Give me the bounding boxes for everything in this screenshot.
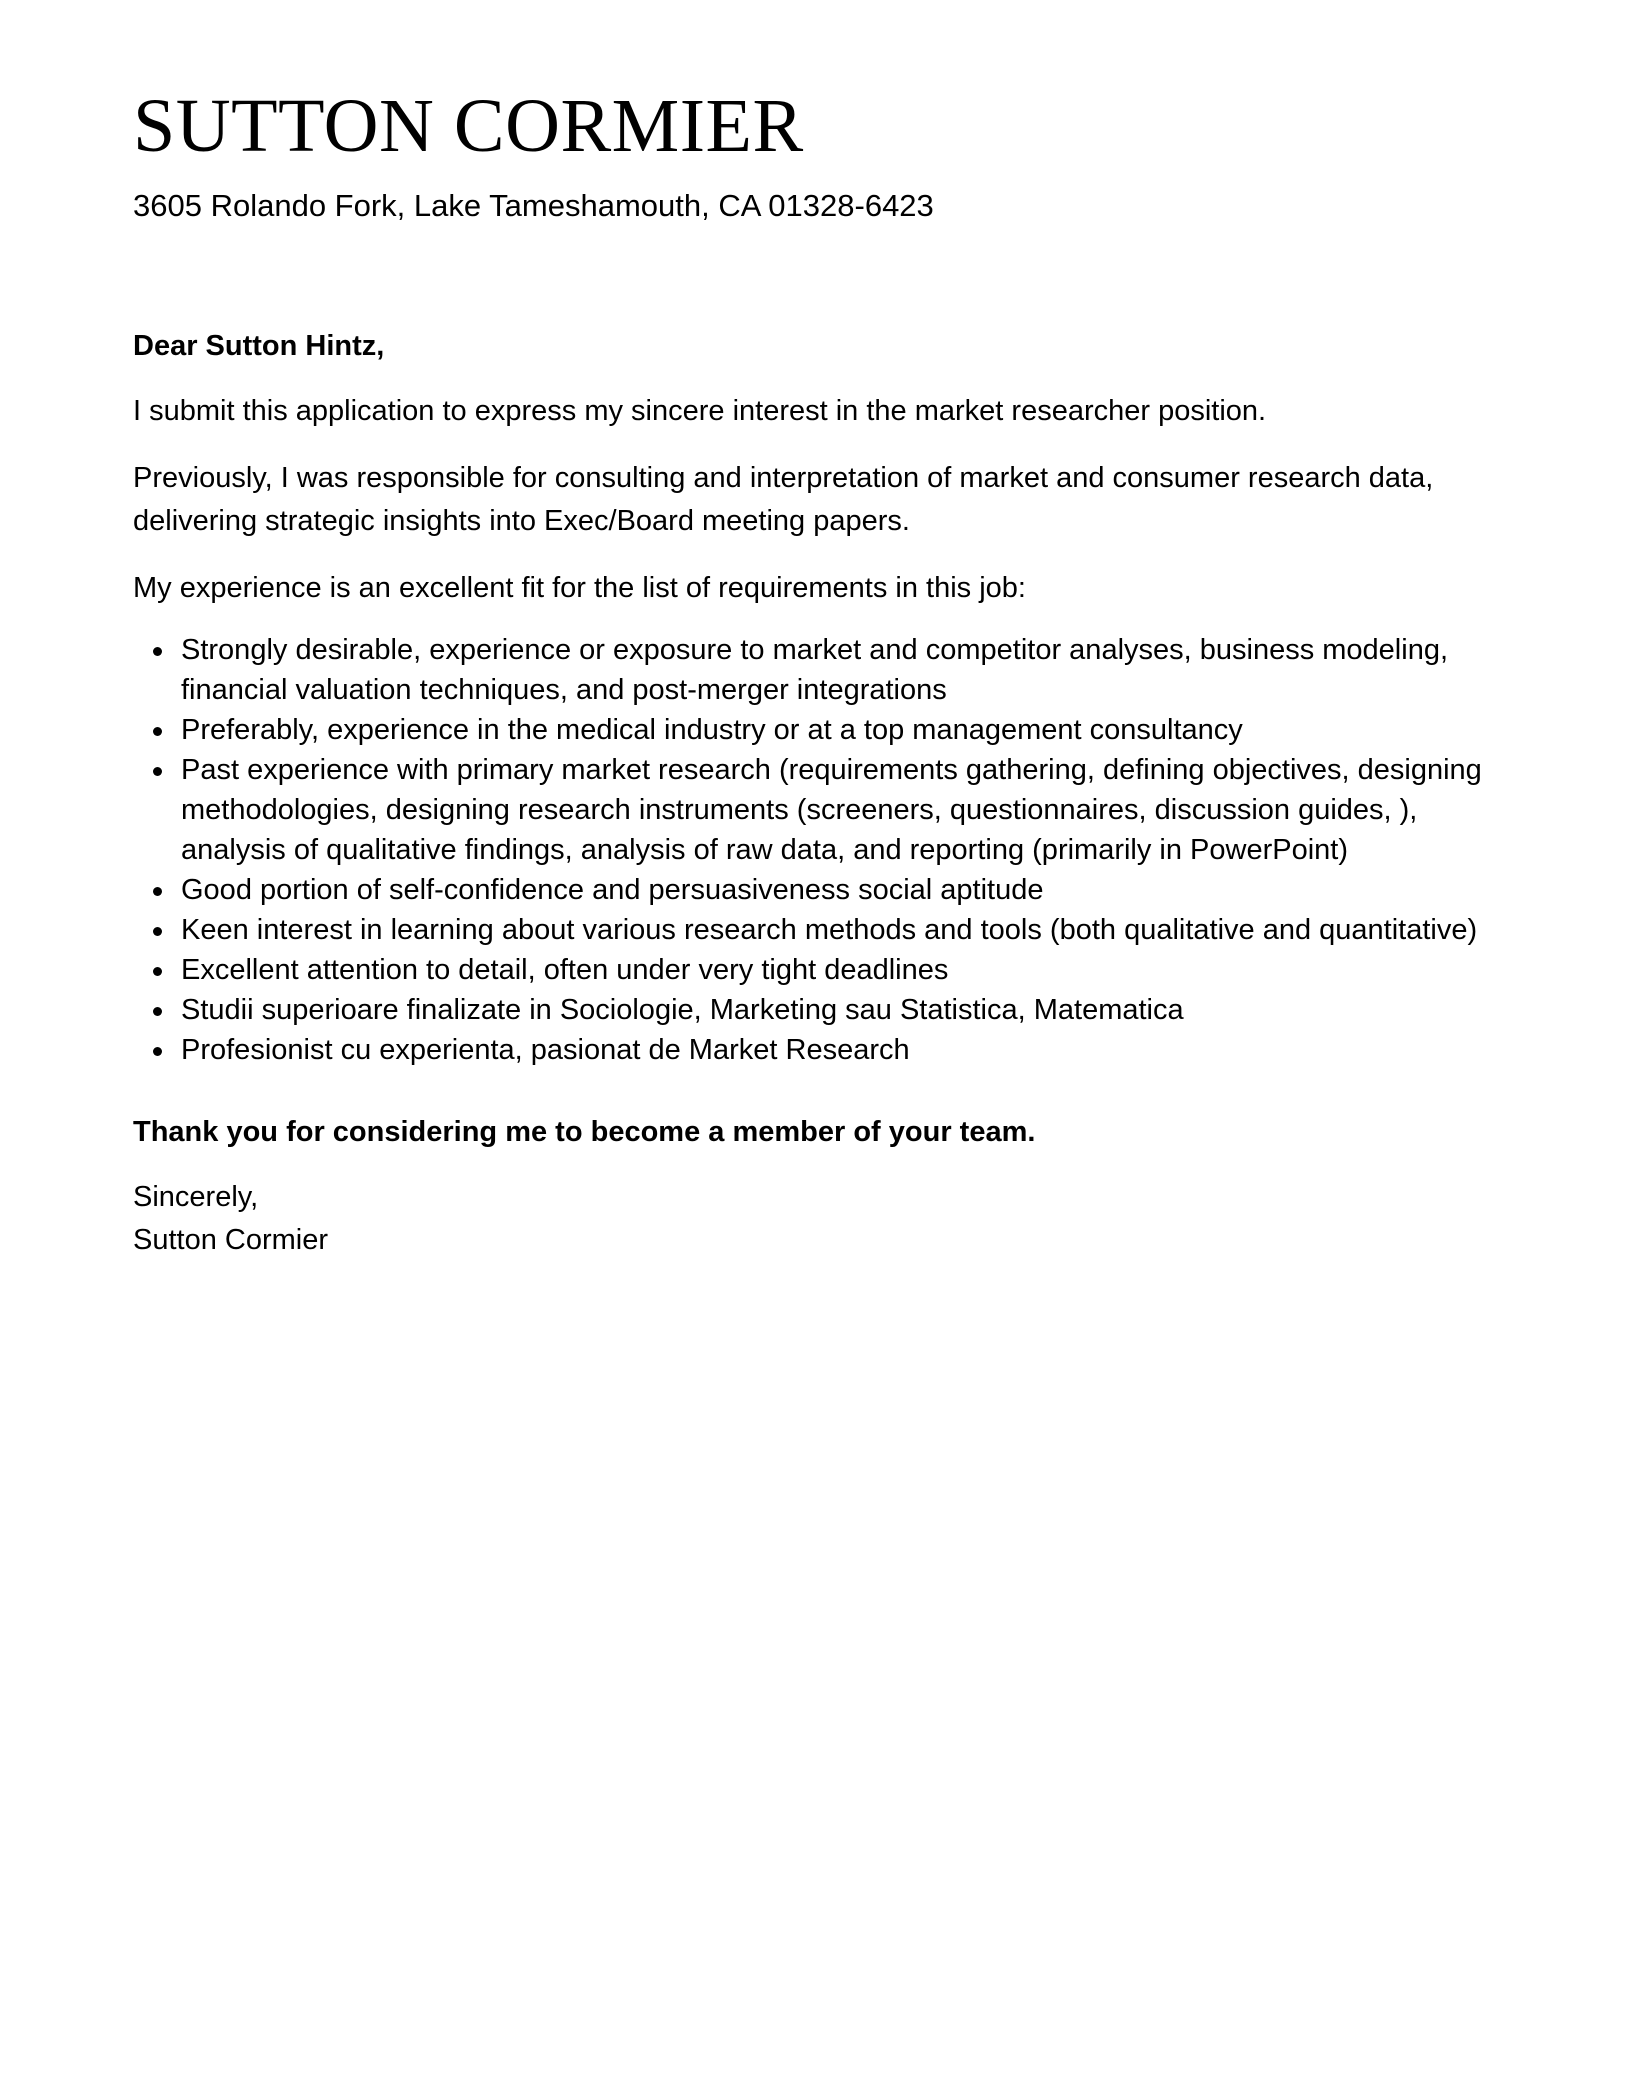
list-item-text: Studii superioare finalizate in Sociologie, Marketing sau Statistica, Matematica <box>181 994 1184 1026</box>
applicant-address: 3605 Rolando Fork, Lake Tameshamouth, CA 01328-6423 <box>133 188 934 223</box>
applicant-name: SUTTON CORMIER <box>133 84 804 168</box>
list-item-text: Past experience with primary market research (requirements gathering, defining objectives, designing methodologies, designing research instruments (screeners, questionnaires, discussion guides, ), analysis of qualitative findings, analysis of raw data, and reporting (primarily in PowerPoint) <box>181 754 1482 866</box>
closing-statement: Thank you for considering me to become a member of your team. <box>133 1116 1036 1148</box>
bullet-icon <box>153 887 162 896</box>
list-item-text: Good portion of self-confidence and persuasiveness social aptitude <box>181 874 1044 906</box>
bullet-icon <box>153 1047 162 1056</box>
requirements-intro-paragraph: My experience is an excellent fit for the list of requirements in this job: <box>133 572 1026 604</box>
list-item <box>133 630 1503 710</box>
list-item <box>133 950 1503 990</box>
list-item <box>133 1030 1503 1070</box>
signoff-block <box>133 1176 1503 1262</box>
bullet-icon <box>153 767 162 776</box>
list-item-text: Strongly desirable, experience or exposure to market and competitor analyses, business modeling, financial valuation techniques, and post-merger integrations <box>181 634 1449 706</box>
bullet-icon <box>153 727 162 736</box>
salutation: Dear Sutton Hintz, <box>133 330 385 362</box>
experience-paragraph: Previously, I was responsible for consulting and interpretation of market and consumer research data, delivering strategic insights into Exec/Board meeting papers. <box>133 462 1434 537</box>
list-item <box>133 750 1503 870</box>
list-item-text: Keen interest in learning about various research methods and tools (both qualitative and quantitative) <box>181 914 1478 946</box>
list-item-text: Preferably, experience in the medical industry or at a top management consultancy <box>181 714 1243 746</box>
list-item <box>133 990 1503 1030</box>
requirements-list <box>133 630 1503 1070</box>
signoff-phrase: Sincerely, <box>133 1181 259 1213</box>
bullet-icon <box>153 967 162 976</box>
list-item-text: Profesionist cu experienta, pasionat de Market Research <box>181 1034 910 1066</box>
list-item-text: Excellent attention to detail, often under very tight deadlines <box>181 954 949 986</box>
bullet-icon <box>153 927 162 936</box>
bullet-icon <box>153 1007 162 1016</box>
list-item <box>133 710 1503 750</box>
list-item <box>133 870 1503 910</box>
bullet-icon <box>153 647 162 656</box>
signature-name: Sutton Cormier <box>133 1224 329 1256</box>
letter-content <box>133 82 1503 1262</box>
list-item <box>133 910 1503 950</box>
intro-paragraph: I submit this application to express my sincere interest in the market researcher position. <box>133 395 1267 427</box>
